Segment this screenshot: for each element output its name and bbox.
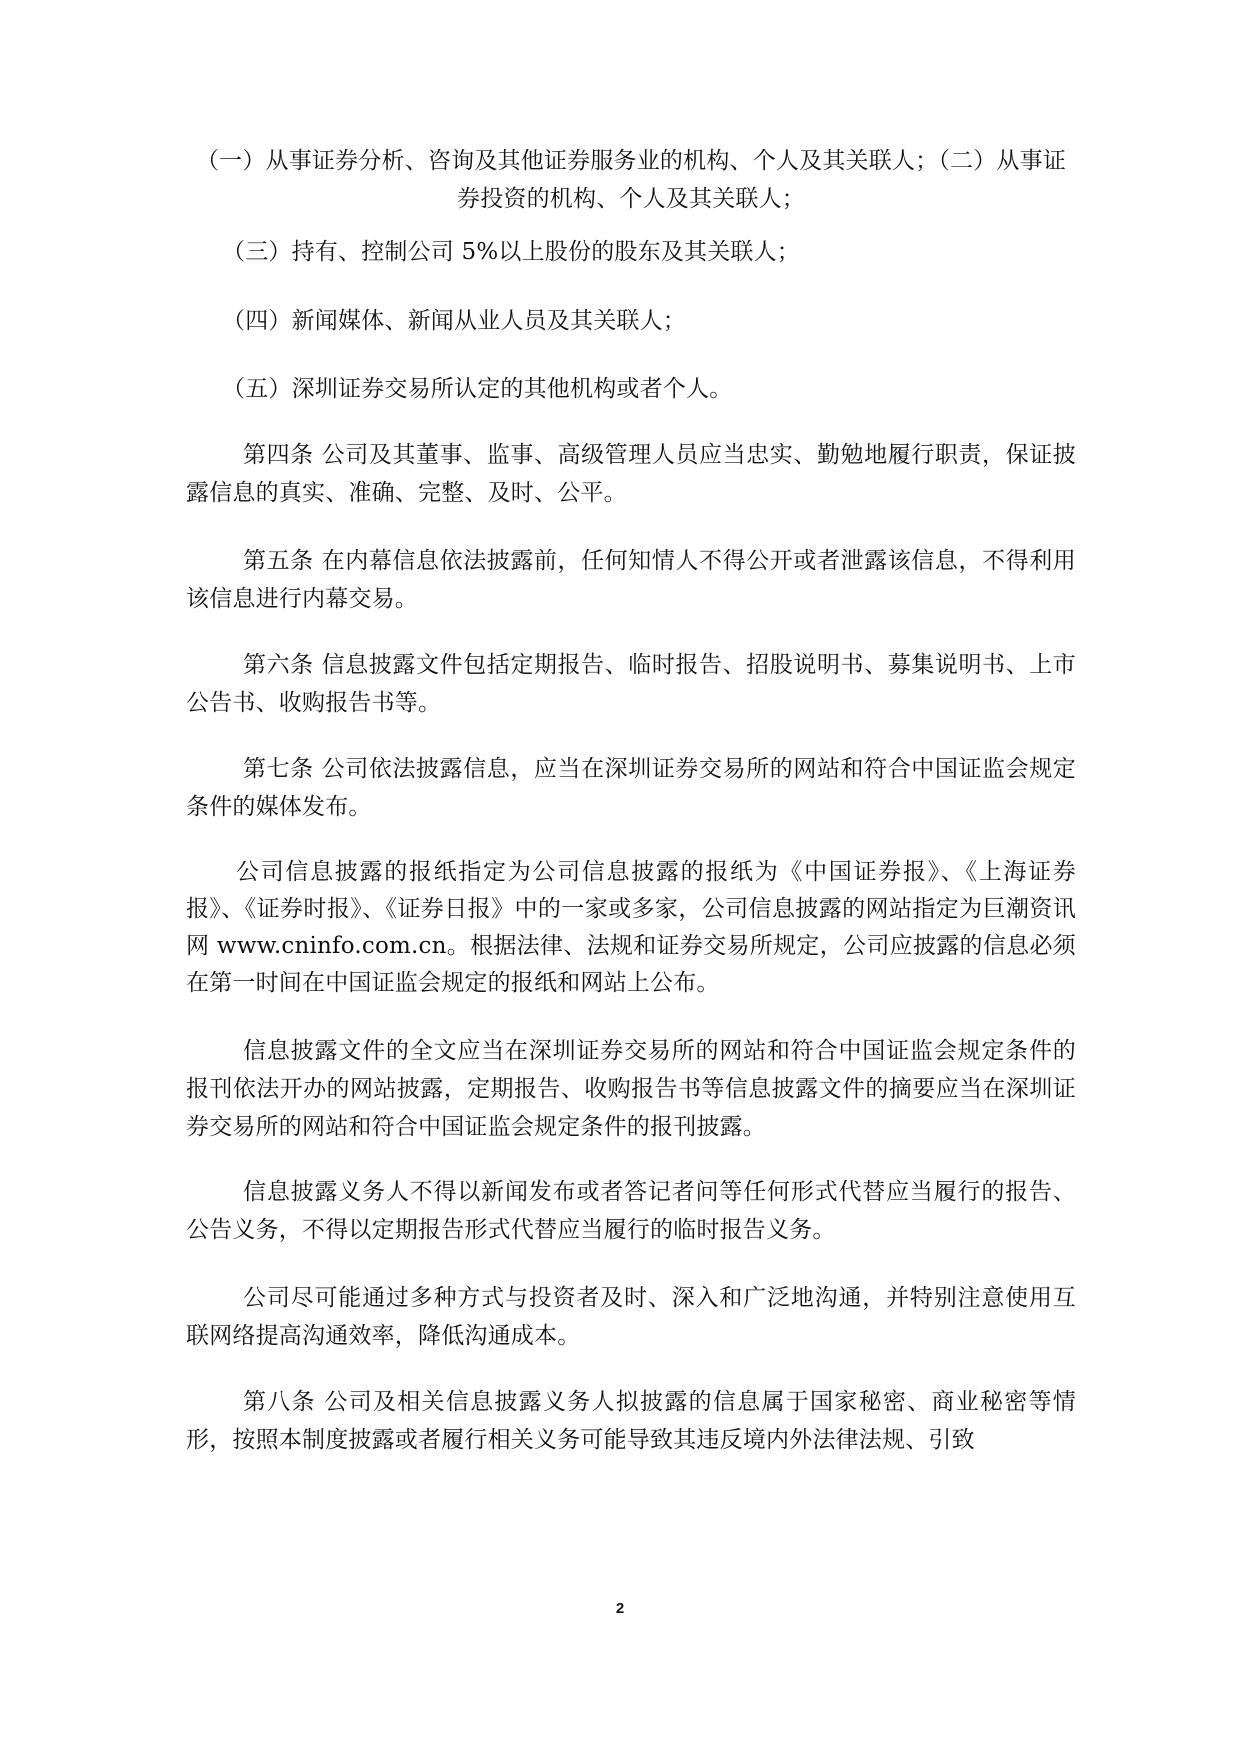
paragraph-list-item-4: （四）新闻媒体、新闻从业人员及其关联人；	[222, 308, 686, 334]
page-number: 2	[615, 1600, 625, 1617]
paragraph-list-item-3: （三）持有、控制公司 5%以上股份的股东及其关联人；	[222, 239, 800, 265]
article-5: 第五条 在内幕信息依法披露前，任何知情人不得公开或者泄露该信息，不得利用该信息进行内幕交易。	[186, 548, 1076, 612]
article-7-investor-communication: 公司尽可能通过多种方式与投资者及时、深入和广泛地沟通，并特别注意使用互联网络提高沟通效率，降低沟通成本。	[186, 1285, 1076, 1349]
article-7-newspaper-designation: 公司信息披露的报纸指定为公司信息披露的报纸为《中国证券报》、《上海证券报》、《证券时报》、《证券日报》中的一家或多家，公司信息披露的网站指定为巨潮资讯网 www.cninfo.com.cn。根据法律、法规和证券交易所规定，公司应披露的信息必须在第一时间在中国证监会规定的报纸和网站上公布。	[186, 859, 1076, 996]
paragraph-list-item-1-2: （一）从事证券分析、咨询及其他证券服务业的机构、个人及其关联人；（二）从事证券投资的机构、个人及其关联人；	[195, 148, 1067, 212]
paragraph-list-item-5: （五）深圳证券交易所认定的其他机构或者个人。	[222, 376, 733, 402]
article-6: 第六条 信息披露文件包括定期报告、临时报告、招股说明书、募集说明书、上市公告书、收购报告书等。	[186, 652, 1076, 716]
article-8: 第八条 公司及相关信息披露义务人拟披露的信息属于国家秘密、商业秘密等情形，按照本制度披露或者履行相关义务可能导致其违反境内外法律法规、引致	[186, 1389, 1076, 1453]
article-7-full-text-disclosure: 信息披露文件的全文应当在深圳证券交易所的网站和符合中国证监会规定条件的报刊依法开办的网站披露，定期报告、收购报告书等信息披露文件的摘要应当在深圳证券交易所的网站和符合中国证监会规定条件的报刊披露。	[186, 1038, 1076, 1140]
article-4: 第四条 公司及其董事、监事、高级管理人员应当忠实、勤勉地履行职责，保证披露信息的真实、准确、完整、及时、公平。	[186, 442, 1076, 506]
article-7-no-substitution: 信息披露义务人不得以新闻发布或者答记者问等任何形式代替应当履行的报告、公告义务，不得以定期报告形式代替应当履行的临时报告义务。	[186, 1179, 1076, 1243]
article-7: 第七条 公司依法披露信息，应当在深圳证券交易所的网站和符合中国证监会规定条件的媒体发布。	[186, 756, 1076, 820]
